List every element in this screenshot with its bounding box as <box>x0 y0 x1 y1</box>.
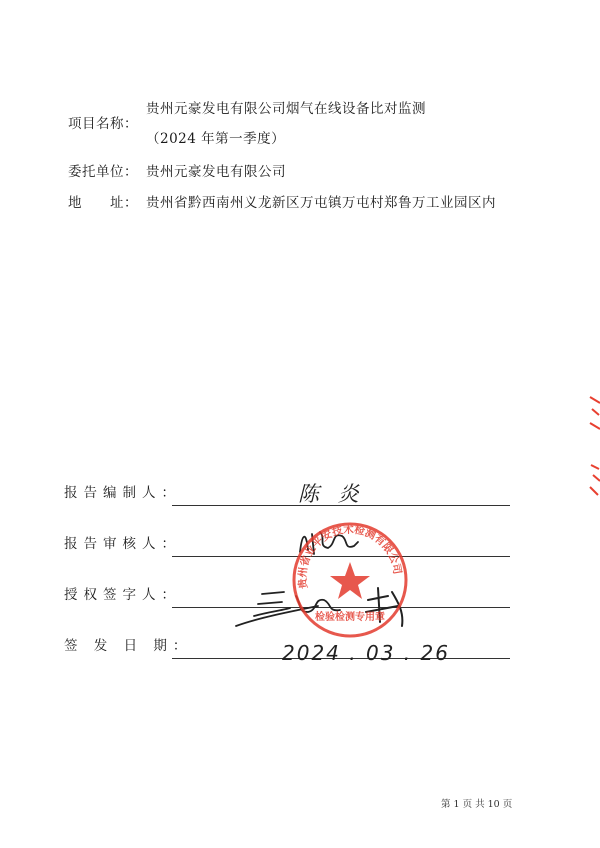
issue-date-value: 2024 . 03 . 26 <box>282 641 450 665</box>
compiler-signature: 陈 炎 <box>298 482 365 506</box>
project-name-label: 项目名称： <box>68 116 138 132</box>
edge-seal-icon <box>588 395 600 505</box>
client-label: 委托单位： <box>68 164 138 180</box>
star-icon <box>330 562 370 599</box>
inspection-seal-stamp <box>290 520 410 640</box>
seal-ring-text: 贵州省业平安技术检测有限公司 <box>296 523 404 590</box>
compiler-label: 报告编制人： <box>64 485 181 501</box>
project-name-line1: 贵州元豪发电有限公司烟气在线设备比对监测 <box>146 101 426 117</box>
reviewer-label: 报告审核人： <box>64 536 181 552</box>
client-value: 贵州元豪发电有限公司 <box>146 164 286 180</box>
seal-bottom-text: 检验检测专用章 <box>315 612 385 623</box>
page-indicator: 第 1 页 共 10 页 <box>441 799 513 810</box>
address-label: 地 址： <box>68 195 138 211</box>
project-name-line2: （2024 年第一季度） <box>146 131 286 147</box>
address-value: 贵州省黔西南州义龙新区万屯镇万屯村郑鲁万工业园区内 <box>146 195 496 211</box>
approver-label: 授权签字人： <box>64 587 181 603</box>
edge-seal-fragment <box>588 395 600 509</box>
issue-date-label: 签 发 日 期： <box>64 638 193 654</box>
